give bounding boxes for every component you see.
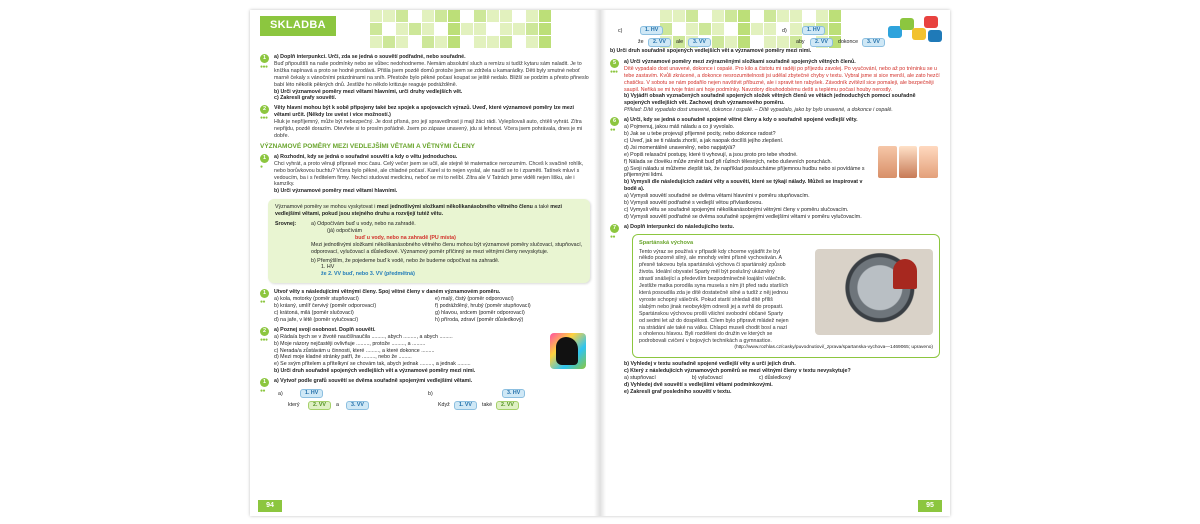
compare-a: a) Odpočívám buď u vody, nebo na zahradě. bbox=[311, 221, 416, 228]
exercise bbox=[260, 289, 590, 324]
exercise-item: d) Jsi momentálně unaveněný, nebo napjatý/á? bbox=[624, 144, 736, 151]
exercise-item: e) Popiš relaxační postupy, které ti vyhovují, a jsou proto pro tebe vhodné. bbox=[624, 151, 798, 158]
compare-b-line: že 2. VV buď, nebo 3. VV (předmětná) bbox=[321, 271, 415, 278]
diagram-node-vv: 2. VV bbox=[810, 38, 833, 47]
reading-title: Spartánská výchova bbox=[639, 239, 694, 246]
exercise-item: a) Vymysli souvětí souřadné se dvěma větami hlavními v poměru stupňovacím. bbox=[624, 193, 810, 200]
exercise-number: 7 bbox=[610, 224, 619, 233]
diagram-node-hv: 1. HV bbox=[640, 26, 663, 35]
info-lead-bold: mezi jednotlivými složkami několikanásobného větného členu bbox=[376, 204, 533, 211]
diagram-node-vv: 2. VV bbox=[496, 401, 519, 410]
diagram-label: c) bbox=[618, 28, 623, 34]
exercise-line: b) Moje názory nejčastěji ovlivňuje ........., protože ........., a ......... bbox=[274, 340, 426, 347]
exercise-number: 1 bbox=[260, 378, 269, 387]
page-header bbox=[250, 10, 600, 50]
exercise-question: Věty hlavní mohou být k sobě připojeny také bez spojek a spojovacích výrazů. Uveď, které významové poměry lze mezi větami určit. (Někdy lze uvést i více možností.) bbox=[274, 105, 574, 119]
compare-b: b) Přemýšlím, že pojedeme buď k vodě, nebo že budeme odpočívat na zahradě. bbox=[311, 257, 500, 264]
difficulty-dots: ●● bbox=[260, 388, 266, 395]
diagram-node-vv: 3. VV bbox=[862, 38, 885, 47]
diagram-node-vv: 3. VV bbox=[346, 401, 369, 410]
diagram-connector-word: že bbox=[638, 39, 644, 45]
exercise-item: c) Vymysli větu se souřadně spojenými několikanásobnými větnými členy v poměru slučovacím. bbox=[624, 206, 849, 213]
section-tag: SKLADBA bbox=[260, 16, 336, 36]
exercise-question: a) Urči významové poměry mezi zvýrazněnými složkami souřadně spojených větných členů. bbox=[624, 58, 856, 65]
left-content bbox=[260, 54, 590, 412]
exercise-subtask: c) Zakresli grafy souvětí. bbox=[274, 95, 337, 102]
info-lead-text: a také bbox=[532, 204, 551, 211]
exercise-line: e) Se svým přítelem a přítelkyní se chovám tak, abych jednak ........., a jednak ......... bbox=[274, 361, 471, 368]
info-lead bbox=[275, 204, 583, 218]
exercise-line: d) Mezi moje kladné stránky patří, že ........., nebo že ......... bbox=[274, 354, 412, 361]
exercise-item: b) Vymysli souvětí podřadné s vedlejší větou přívlastkovou. bbox=[624, 200, 763, 207]
exercise-item: g) hlavou, srdcem (poměr odporovací) bbox=[435, 310, 525, 316]
textbook-spread bbox=[250, 10, 950, 516]
difficulty-dots: ●●● bbox=[260, 64, 268, 70]
exercise-number: 1 bbox=[260, 154, 269, 163]
exercise-subtask: b) Urči významové poměry mezi větami hlavními, urči druhy vedlejších vět. bbox=[274, 88, 463, 95]
difficulty-dots: ●●● bbox=[260, 336, 268, 343]
exercise-text: Dítě vypadalo dost unavené, dokonce i ospalé. Pro kilo a čistotu mi raději po příjezdu zavolej. Po vyučování, nebo až po tréninku se u tebe zastavím. Kvůli zkrácené, a dokonce nesrozumitelnosti jsi udělal zbytečné chyby v textu. Vybral jsme si sice menší, ale zato hezčí chatičku. V sobotu se nám podařilo nejen navštívit příbuzné, ale i spravit ten rabyšek. Závodník zvítězil sice pomaleji, ale bezpečněji saupil. Neřiká se mi tvoje fráni ani hoje podmínky. Navzdory dlouhodobému dešti a teplému počasí houby nerostly. bbox=[624, 65, 940, 93]
exercise-question: a) Poznej svoji osobnost. Doplň souvětí. bbox=[274, 326, 376, 333]
compare-a-under: buď u vody, nebo na zahradě (PU místa) bbox=[355, 234, 456, 241]
exercise-subtask: b) Vyjádři obsah vyznačených souřadně spojených složek větných členů ve větách jednoduchých pomocí souřadně spojených vedlejších vět. Zachovej druh významového poměru. bbox=[624, 93, 916, 107]
exercise bbox=[610, 59, 940, 114]
page-number: 95 bbox=[918, 500, 942, 512]
exercise bbox=[260, 105, 590, 140]
exercise-text: Hluk je nepříjemný, může být nebezpečný. Je dost přísná, pro její spravedlnost ji mají žáci rádi. Vylepšovali auto, chtěli vyhrát. Zítra nepřijdu, pozdě dorazím. Otevřete si to prosím pořádně. Jsem po zápase unavený, jdu si lehnout. Včera jsem pohrávala, dnes je mi dobře. bbox=[274, 119, 583, 139]
exercise-number: 6 bbox=[610, 117, 619, 126]
exercise bbox=[260, 327, 590, 375]
exercise-item: a) kola, motorky (poměr stupňovací) bbox=[274, 296, 359, 303]
diagram-label: a) bbox=[278, 391, 283, 398]
compare-block bbox=[275, 221, 583, 278]
exercise-item: f) Nálada se člověku může změnit buď při růzlnch tělesných, nebo duševních poruchách. bbox=[624, 158, 832, 165]
exercise-item: d) na jaře, v létě (poměr vylučovací) bbox=[274, 316, 359, 323]
sentence-diagram-a bbox=[278, 387, 398, 409]
exercise-subtask: b) Vyhledej v textu souřadně spojené vedlejší věty a urči jejich druh. bbox=[624, 361, 796, 368]
right-content bbox=[610, 22, 940, 399]
exercise-example: Příklad: Dítě vypadalo dost unavené, dokonce i ospalé. – Dítě vypadalo, jako by bylo unavené, a dokonce i ospalé. bbox=[624, 107, 893, 114]
difficulty-dots: ●●● bbox=[260, 115, 268, 122]
compare-a-explanation: Mezi jednotlivými složkami několikanásobného větného členu mohou být významové poměry slučovací, stupňovací, odporovací, vylučovací a důsledkové. Významový poměr příčinný se mezi větnými členy nevyskytuje. bbox=[311, 241, 583, 255]
exercise bbox=[260, 154, 590, 195]
exercise-text: Chci vyhrát, a proto věnuji přípravě moc času. Celý večer jsem se učil, ale stejně té matematice nerozumím. Chceš k svačině rohlík, nebo borůvkovou buchtu? Včera bylo pěkné, ale chladné počasí. Karel si to nejen vyslal, ale naučil se to i zpaměti. Tatínek mluví s vedoucím, ba i s ředitelem firmy. Nechci studovat medicínu, neboť se mi to nelíbí. Zítra ale V Tatrách jsme viděli nejen lišku, ale i kamzíky. bbox=[274, 160, 584, 188]
exercise-question: a) Doplň interpunkci do následujícího textu. bbox=[624, 223, 735, 230]
exercise-line: c) Nerada/a zůstávám u činnosti, které ........., a které dokonce ......... bbox=[274, 347, 435, 354]
exercise-text: Buď připouštíš na naše podmínky nebo se vůbec nedohodneme. Nemám absolutní sluch a remízu si tudíž kytaru sám naladit. Je to knížka napínavá a proto se hodně prodává. Přišla jsem pozdě domů protože jsem se zdržela u kamarádky. Děti byly smutné neboť marně čekaly s vánočními prázdninami na sníh. Přestože bylo pěkné počasí koupat se ještě nedalo. Bližší se podzim a přesto přineslo babí léto několik pěkných dnů. Jestliže ho někdo kritizuje reaguje podrážděně. bbox=[274, 60, 589, 88]
exercise-item: c) krátoná, milá (poměr slučovací) bbox=[274, 310, 354, 316]
diagram-label: d) bbox=[782, 28, 787, 34]
exercise-item: b) Jak se u tebe projevují příjemné pocity, nebo dokonce radost? bbox=[624, 130, 776, 137]
exercise-subtask: b) Vymysli dle následujících zadání věty a souvětí, které se týkají nálady. Můžeš se inspirovat v bodě a). bbox=[624, 179, 863, 193]
difficulty-dots: ●● bbox=[260, 299, 266, 306]
answer-options bbox=[624, 375, 940, 382]
difficulty-dots: ●● bbox=[610, 233, 616, 240]
exercise-line: a) Ráda/a bych se v životě naučil/naučila ........., abych ........., a abych ......... bbox=[274, 333, 453, 340]
sentence-diagram-c bbox=[618, 24, 754, 46]
diagram-node-hv: 1. HV bbox=[802, 26, 825, 35]
exercise-question: a) Rozhodni, kdy se jedná o souřadné souvětí a kdy o větu jednoduchou. bbox=[274, 153, 458, 160]
exercise-number: 2 bbox=[260, 105, 269, 114]
answer-option: b) vylučovací bbox=[691, 374, 723, 381]
difficulty-dots: ●● bbox=[610, 127, 616, 134]
spartan-helmet-image bbox=[815, 249, 933, 335]
right-page bbox=[600, 10, 950, 516]
exercise-number: 2 bbox=[260, 327, 269, 336]
difficulty-dots: ●●● bbox=[610, 68, 618, 75]
page-number: 94 bbox=[258, 500, 282, 512]
exercise-subtask: b) Urči druh souřadně spojených vedlejších vět a významové poměry mezi nimi. bbox=[274, 368, 476, 375]
diagram-node-hv: 3. HV bbox=[502, 389, 525, 398]
exercise-subtask: b) Urči druh souřadně spojených vedlejších vět a významové poměry mezi nimi. bbox=[610, 48, 812, 54]
diagram-node-vv: 1. VV bbox=[454, 401, 477, 410]
exercise-item: h) příroda, zdraví (poměr důsledkový) bbox=[435, 316, 524, 323]
exercise-subtask: b) Urči významové poměry mezi větami hlavními. bbox=[274, 188, 398, 195]
sentence-diagrams bbox=[278, 387, 590, 409]
diagram-connector-word: který bbox=[288, 402, 300, 409]
answer-option: a) stupňovací bbox=[624, 374, 656, 381]
diagram-label: b) bbox=[428, 391, 433, 398]
sentence-diagram-d bbox=[782, 24, 914, 46]
info-box bbox=[268, 199, 590, 283]
reading-box bbox=[632, 234, 940, 359]
sentence-diagrams bbox=[618, 24, 940, 46]
diagram-connector-word: ale bbox=[676, 39, 684, 45]
exercise-subtask: d) Vyhledej dvě souvětí s vedlejšími větami podmínkovými. bbox=[624, 381, 773, 388]
checker-pattern bbox=[370, 10, 551, 48]
exercise-item: a) Pojmenuj, jakou máš náladu a co ji vyvolalo. bbox=[624, 124, 735, 131]
info-lead-text: Významové poměry se mohou vyskytovat i bbox=[275, 204, 377, 211]
mood-faces-image bbox=[878, 146, 938, 178]
exercise-subtask: e) Zakresli graf posledního souvětí v textu. bbox=[624, 388, 732, 395]
diagram-node-hv: 1. HV bbox=[300, 389, 323, 398]
section-title: VÝZNAMOVÉ POMĚRY MEZI VEDLEJŠÍMI VĚTAMI A VĚTNÝMI ČLENY bbox=[260, 142, 476, 150]
exercise-item: b) krásný, umlíř červivý (poměr odporovací) bbox=[274, 303, 377, 310]
exercise-number: 1 bbox=[260, 54, 269, 63]
exercise-item: c) Uveď, jak se ti nálada zhorší, a jak naopak docílíš jejího zlepšení. bbox=[624, 137, 784, 144]
exercise-question: Utvoř věty s následujícími větnými členy. Spoj větné členy v daném významovém poměru. bbox=[274, 289, 501, 296]
sentence-diagram-b bbox=[428, 387, 548, 409]
exercise bbox=[260, 378, 590, 409]
reading-source: (http://www.rozhlas.cz/casky/puvodnutiovi/_zprava/spartanska-vychova—1469065; upraveno) bbox=[734, 345, 933, 351]
exercise-number: 5 bbox=[610, 59, 619, 68]
head-puzzle-image bbox=[550, 333, 586, 369]
compare-content bbox=[311, 221, 583, 278]
compare-label: Srovnej: bbox=[275, 221, 297, 228]
exercise-items bbox=[274, 296, 590, 324]
diagram-node-vv: 2. VV bbox=[648, 38, 671, 47]
compare-b-hv: 1. HV bbox=[321, 264, 335, 271]
reading-text: Tento výraz se používá v případě kdy chceme vyjádřit že byl někdo pozorně silný, ale mnohdy velmi přísně vychováván. A přesně takovou byla spartánská výchova či spartánský způsob života. Ideální obyvatel Sparty měl být poslušný ukázněný strastí snášející a především bezpodmínečně loajální válečník. Jestliže matka porodila syna musela s ním jít před radu starších která posoudila zda je dítě dostatečně silné a tudíž z něj jednou vyroste schopný válečník. Pokud starší shledali dítě příliš slabým nebo jinak neobvyklým odnesli jej a svrhli do propasti. Spartánskou výchovou prošli všichni svobodní občané Sparty od sedmi let až do dospělosti. Cílem bylo připravit mládež nejen na strádání ale také na válku. Chlapci museli chodit bosí a nazí s oholenou hlavou. Byli rozděleni do družin ve kterých se podrobovali cvičení v bojových technikách a gymnastice. bbox=[639, 248, 789, 345]
exercise-subtask: c) Který z následujících významových poměrů se mezi větnými členy v textu nevyskytuje? bbox=[624, 368, 851, 375]
exercise-item: d) Vymysli souvětí podřadné se dvěma souřadně spojenými vedlejšími větami v poměru vylučovacím. bbox=[624, 213, 862, 220]
diagram-connector-word: aby bbox=[796, 39, 805, 45]
exercise-item: g) Svoji náladu si můžeme zlepšit tak, že například poslouchámе příjemnou hudbu nebo si povídáme s přijemnými lidmi. bbox=[624, 165, 865, 179]
exercise bbox=[610, 224, 940, 396]
exercise-item: e) malý, čistý (poměr odporovací) bbox=[435, 296, 514, 303]
diagram-node-vv: 2. VV bbox=[308, 401, 331, 410]
answer-option: c) důsledkový bbox=[758, 374, 792, 381]
exercise-question: a) Doplň interpunkci. Urči, zda se jedná o souvětí podřadné, nebo souřadné. bbox=[274, 54, 466, 60]
diagram-connector-word: také bbox=[482, 402, 493, 409]
diagram-connector-word: Když bbox=[438, 402, 450, 409]
diagram-node-vv: 3. VV bbox=[688, 38, 711, 47]
diagram-connector-word: a bbox=[336, 402, 339, 409]
exercise-item: f) podrážděný, hrubý (poměr stupňovací) bbox=[435, 303, 531, 310]
difficulty-dots: ● bbox=[260, 163, 263, 170]
exercise bbox=[260, 54, 590, 102]
exercise-number: 1 bbox=[260, 289, 269, 298]
exercise-question: a) Urči, kdy se jedná o souřadně spojené větné členy a kdy o souřadně spojené vedlejší věty. bbox=[624, 117, 858, 124]
book-gutter bbox=[594, 10, 606, 516]
exercise-question: a) Vytvoř podle grafů souvětí se dvěma souřadně spojenými vedlejšími větami. bbox=[274, 378, 473, 385]
diagram-connector-word: dokonce bbox=[838, 39, 859, 45]
left-page bbox=[250, 10, 600, 516]
info-lead-bold: mezi vedlejšími větami, pokud jsou stejného druhu a rozvíjejí tutéž větu. bbox=[275, 204, 563, 218]
compare-a-mid: (já) odpočívám bbox=[327, 227, 363, 234]
